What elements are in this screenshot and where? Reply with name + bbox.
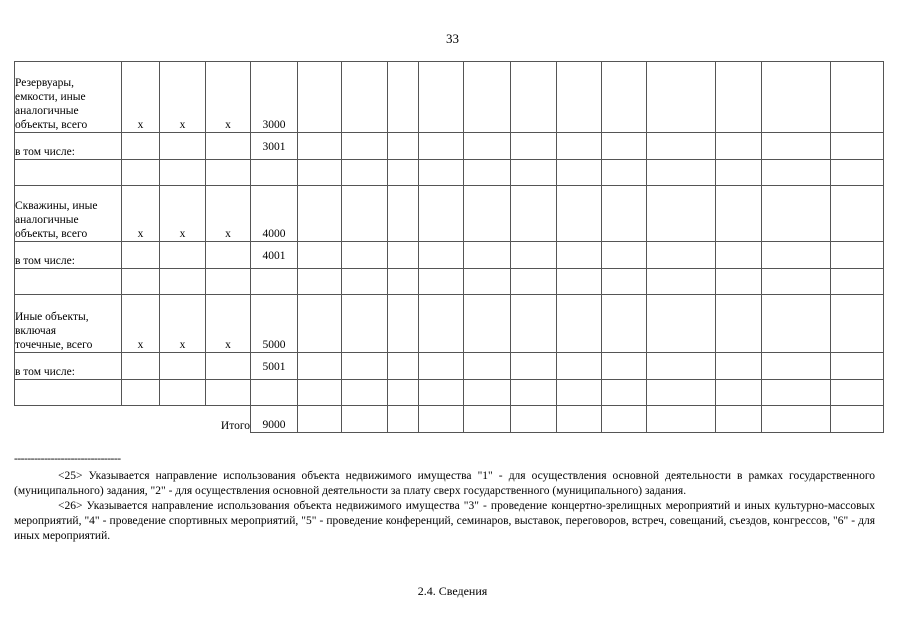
x-mark: х	[206, 295, 251, 353]
table-cell	[762, 133, 831, 160]
x-mark: х	[206, 62, 251, 133]
table-cell	[464, 160, 511, 186]
table-cell	[831, 269, 884, 295]
table-cell	[419, 62, 464, 133]
footnote-separator: --------------------------------	[14, 453, 121, 465]
table-cell	[342, 242, 388, 269]
section-title: 2.4. Сведения	[417, 584, 488, 598]
table-cell	[831, 242, 884, 269]
table-cell	[762, 62, 831, 133]
table-row	[15, 62, 884, 133]
table-cell	[464, 353, 511, 380]
table-cell	[511, 62, 557, 133]
table-cell	[511, 353, 557, 380]
row-code: 3000	[251, 62, 298, 133]
table-row	[15, 242, 884, 269]
table-cell	[160, 380, 206, 406]
table-cell	[388, 269, 419, 295]
table-cell	[464, 380, 511, 406]
row-name-line: емкости, иные	[15, 91, 86, 103]
table-cell	[298, 186, 342, 242]
table-cell	[647, 160, 716, 186]
table-cell	[647, 295, 716, 353]
table-cell	[602, 380, 647, 406]
table-cell	[298, 62, 342, 133]
table-row	[15, 380, 884, 406]
row-name-line: включая	[15, 325, 57, 337]
table-cell	[831, 62, 884, 133]
row-code: 5000	[251, 295, 298, 353]
table-cell	[831, 295, 884, 353]
table-cell	[602, 160, 647, 186]
table-cell	[206, 353, 251, 380]
table-row	[15, 353, 884, 380]
empty-cell	[122, 406, 160, 433]
table-cell	[511, 380, 557, 406]
table-cell	[647, 133, 716, 160]
table-cell	[388, 353, 419, 380]
table-cell	[602, 62, 647, 133]
table-cell	[342, 380, 388, 406]
table-cell	[716, 295, 762, 353]
table-cell	[342, 269, 388, 295]
subtotal-label: в том числе:	[15, 353, 122, 380]
table-cell	[419, 133, 464, 160]
table-cell	[122, 133, 160, 160]
table-cell	[762, 406, 831, 433]
table-cell	[831, 380, 884, 406]
x-mark: х	[206, 186, 251, 242]
table-cell	[206, 269, 251, 295]
table-cell	[557, 269, 602, 295]
table-cell	[298, 242, 342, 269]
x-mark: х	[122, 295, 160, 353]
table-row	[15, 133, 884, 160]
table-cell	[388, 160, 419, 186]
table-cell	[388, 133, 419, 160]
table-cell	[419, 406, 464, 433]
row-name-line: Скважины, иные	[15, 200, 98, 212]
footnotes	[14, 452, 875, 544]
table-cell	[388, 380, 419, 406]
table-cell	[160, 242, 206, 269]
table-cell	[831, 353, 884, 380]
table-cell	[602, 353, 647, 380]
table-cell	[647, 186, 716, 242]
footnote-25: <25> Указывается направление использования объекта недвижимого имущества "1" - для осуществления основной деятельности в рамках государственного (муниципального) задания, "2" - для осуществления основной деятельности за плату сверх государственного (муниципального) задания.	[14, 470, 875, 497]
row-name-line: Иные объекты,	[15, 311, 89, 323]
table-cell	[557, 242, 602, 269]
table-cell	[464, 62, 511, 133]
table-cell	[419, 295, 464, 353]
table-cell	[122, 160, 160, 186]
table-cell	[419, 186, 464, 242]
row-code: 4000	[251, 186, 298, 242]
table-cell	[557, 380, 602, 406]
row-name-line: точечные, всего	[15, 339, 93, 351]
table-cell	[298, 353, 342, 380]
table-cell	[464, 269, 511, 295]
table-cell	[160, 269, 206, 295]
table-cell	[298, 295, 342, 353]
table-cell	[160, 353, 206, 380]
table-cell	[762, 186, 831, 242]
table-cell	[298, 133, 342, 160]
table-cell	[831, 406, 884, 433]
table-cell	[419, 160, 464, 186]
table-cell	[419, 380, 464, 406]
table-row	[15, 160, 884, 186]
x-mark: х	[122, 186, 160, 242]
table-cell	[419, 242, 464, 269]
table-cell	[716, 62, 762, 133]
row-name-line: объекты, всего	[15, 228, 88, 240]
table-cell	[251, 380, 298, 406]
table-cell	[762, 295, 831, 353]
table-row	[15, 269, 884, 295]
table-cell	[647, 62, 716, 133]
table-cell	[511, 186, 557, 242]
table-cell	[557, 406, 602, 433]
table-cell	[206, 133, 251, 160]
table-cell	[15, 160, 122, 186]
x-mark: х	[160, 295, 206, 353]
table-cell	[602, 242, 647, 269]
table-cell	[557, 133, 602, 160]
table-cell	[716, 242, 762, 269]
table-row	[15, 295, 884, 353]
table-cell	[298, 269, 342, 295]
x-mark: х	[160, 186, 206, 242]
table-cell	[511, 406, 557, 433]
table-cell	[831, 160, 884, 186]
table-cell	[15, 380, 122, 406]
table-cell	[716, 269, 762, 295]
table-cell	[647, 380, 716, 406]
table-cell	[762, 353, 831, 380]
table-cell	[419, 353, 464, 380]
table-cell	[342, 295, 388, 353]
table-cell	[762, 160, 831, 186]
table-cell	[206, 242, 251, 269]
table-cell	[557, 160, 602, 186]
total-code: 9000	[251, 406, 298, 433]
table-cell	[342, 406, 388, 433]
table-cell	[647, 242, 716, 269]
table-cell	[511, 295, 557, 353]
table-cell	[762, 242, 831, 269]
row-name-line: объекты, всего	[15, 119, 88, 131]
total-label: Итого	[206, 406, 251, 433]
table-cell	[647, 269, 716, 295]
table-cell	[206, 380, 251, 406]
sub-code: 5001	[251, 353, 298, 380]
table-cell	[602, 133, 647, 160]
table-row	[15, 186, 884, 242]
table-cell	[342, 133, 388, 160]
table-cell	[831, 133, 884, 160]
table-row	[15, 406, 884, 433]
row-name	[15, 295, 122, 353]
row-name-line: аналогичные	[15, 214, 79, 226]
table-cell	[342, 186, 388, 242]
table-cell	[511, 133, 557, 160]
table-cell	[716, 380, 762, 406]
row-name	[15, 186, 122, 242]
table-cell	[557, 186, 602, 242]
sub-code: 4001	[251, 242, 298, 269]
table-cell	[464, 295, 511, 353]
table-cell	[298, 406, 342, 433]
table-cell	[647, 353, 716, 380]
table-cell	[342, 353, 388, 380]
table-cell	[342, 160, 388, 186]
table-cell	[602, 186, 647, 242]
table-cell	[160, 160, 206, 186]
table-cell	[388, 406, 419, 433]
table-cell	[388, 242, 419, 269]
empty-cell	[15, 406, 122, 433]
table-cell	[602, 269, 647, 295]
table-cell	[716, 133, 762, 160]
subtotal-label: в том числе:	[15, 133, 122, 160]
table-cell	[716, 160, 762, 186]
table-cell	[831, 186, 884, 242]
table-cell	[762, 269, 831, 295]
table-cell	[298, 160, 342, 186]
table-cell	[716, 186, 762, 242]
sub-code: 3001	[251, 133, 298, 160]
table-cell	[602, 406, 647, 433]
empty-cell	[160, 406, 206, 433]
page-number: 33	[446, 31, 459, 46]
table-cell	[388, 295, 419, 353]
table-cell	[251, 160, 298, 186]
table-cell	[160, 133, 206, 160]
table-cell	[511, 160, 557, 186]
table-cell	[464, 242, 511, 269]
row-name	[15, 62, 122, 133]
table-cell	[464, 186, 511, 242]
table-cell	[298, 380, 342, 406]
table-cell	[122, 380, 160, 406]
table-cell	[122, 353, 160, 380]
row-name-line: аналогичные	[15, 105, 79, 117]
x-mark: х	[122, 62, 160, 133]
table-cell	[464, 133, 511, 160]
x-mark: х	[160, 62, 206, 133]
footnote-26: <26> Указывается направление использования объекта недвижимого имущества "3" - проведение концертно-зрелищных мероприятий и иных культурно-массовых мероприятий, "4" - проведение спортивных мероприятий, "5" - проведение конференций, семинаров, выставок, переговоров, встреч, совещаний, съездов, конгрессов, "6" - для иных мероприятий.	[14, 500, 875, 542]
table-cell	[388, 62, 419, 133]
table-cell	[206, 160, 251, 186]
table-cell	[342, 62, 388, 133]
table-cell	[557, 353, 602, 380]
table-cell	[762, 380, 831, 406]
subtotal-label: в том числе:	[15, 242, 122, 269]
row-name-line: Резервуары,	[15, 77, 74, 89]
table-cell	[716, 353, 762, 380]
table-cell	[122, 242, 160, 269]
table-cell	[419, 269, 464, 295]
table-cell	[122, 269, 160, 295]
property-usage-table	[14, 61, 884, 433]
table-cell	[464, 406, 511, 433]
table-cell	[647, 406, 716, 433]
table-cell	[511, 242, 557, 269]
table-cell	[251, 269, 298, 295]
table-cell	[388, 186, 419, 242]
table-cell	[511, 269, 557, 295]
table-cell	[716, 406, 762, 433]
table-cell	[557, 62, 602, 133]
table-cell	[15, 269, 122, 295]
table-cell	[602, 295, 647, 353]
table-cell	[557, 295, 602, 353]
